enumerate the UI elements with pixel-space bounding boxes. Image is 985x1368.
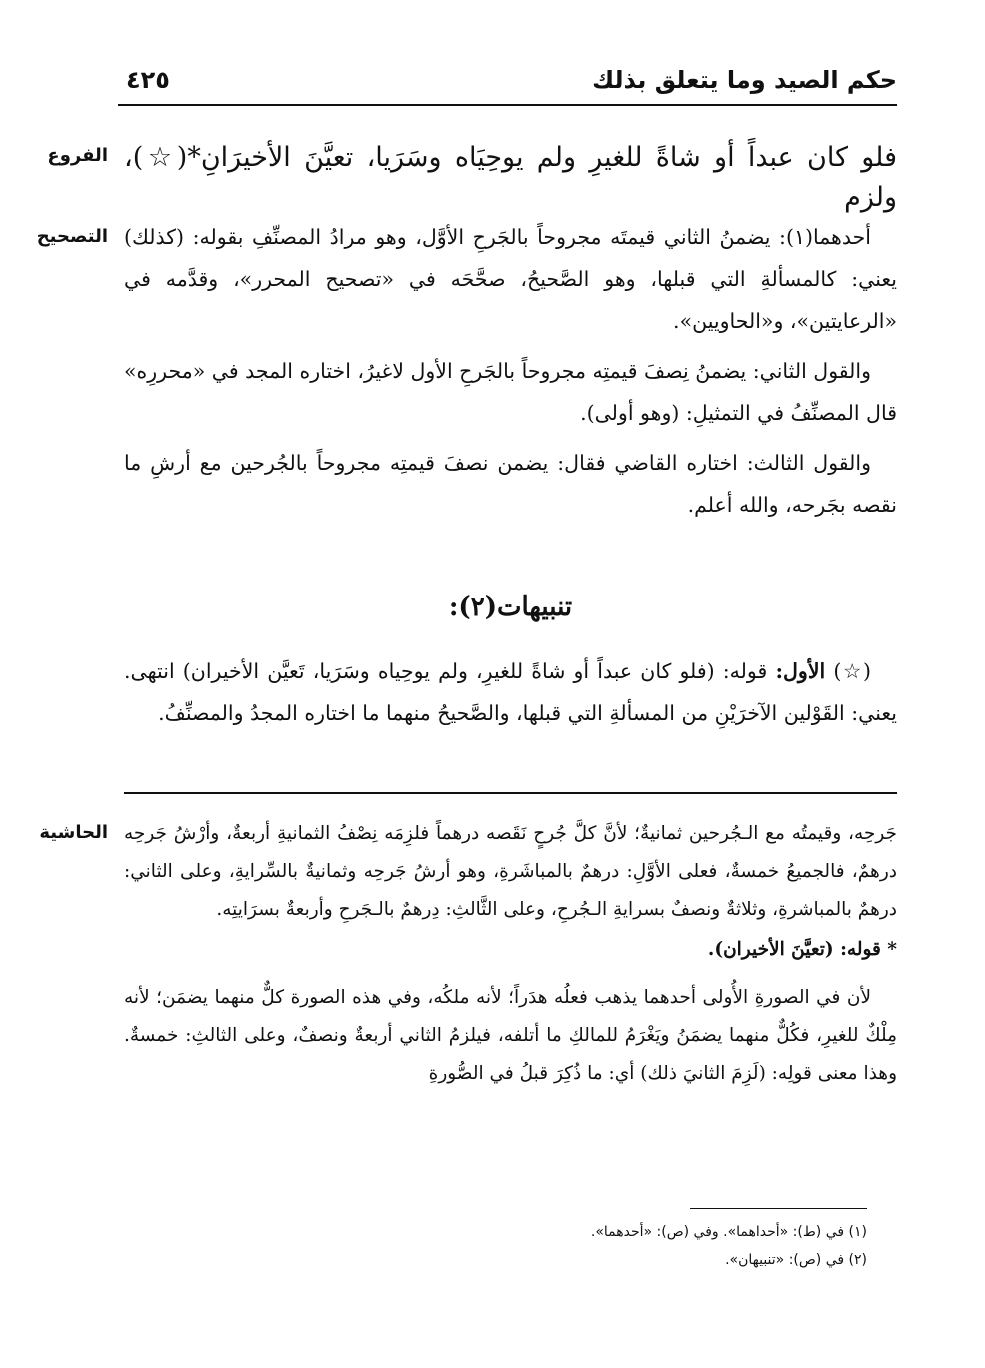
label-furu: الفروع <box>47 145 108 166</box>
hashiya-paragraph-2: لأن في الصورةِ الأُولى أحدهما يذهب فعلُه هدَراً؛ لأنه ملكُه، وفي هذه الصورة كلٌّ منهما يضمَن؛ لأنه مِلْكٌ للغيرِ، فكُلٌّ منهما يضمَنُ ويَغْرَمُ للمالكِ ما أتلفه، فيلزمُ الثاني أربعةٌ ونصفٌ، وعلى الثالثِ: خمسةٌ. وهذا معنى قولِه: (لَزِمَ الثانيَ ذلك) أي: ما ذُكِرَ قبلُ في الصُّورةِ <box>124 987 897 1084</box>
notes-section <box>124 650 897 734</box>
label-tashih: التصحيح <box>36 226 108 247</box>
furu-text: فلو كان عبداً أو شاةً للغيرِ ولم يوحِيَاه وسَرَيا، تعيَّنَ الأخيرَانِ*(☆)، ولزم <box>124 142 897 213</box>
hashiya-paragraph-1: جَرحِه، وقيمتُه مع الـجُرحين ثمانيةٌ؛ لأنَّ كلَّ جُرحٍ نَقَصه درهماً فلزِمَه نِصْفُ الثمانيةِ أربعةٌ، وأرْشُ جَرحِه درهمٌ، فالجميعُ خمسةٌ، فعلى الأوَّلِ: درهمٌ بالمباشَرةِ، وهو أرشُ جَرحِه وثمانيةٌ بالسِّرايةِ، وعلى الثاني: درهمٌ بالمباشرةِ، وثلاثةٌ ونصفٌ بسرايةِ الـجُرحِ، وعلى الثَّالثِ: دِرهمٌ بالـجَرحِ وأربعةٌ بسرَايتِه. <box>124 823 897 920</box>
page-header <box>118 66 897 106</box>
tashih-section <box>124 216 897 534</box>
notes-heading: تنبيهات(٢): <box>448 592 573 622</box>
running-title: حكم الصيد وما يتعلق بذلك <box>592 66 897 94</box>
first-note-text: قوله: (فلو كان عبداً أو شاةً للغيرِ، ولم يوحِياه وسَرَيا، تَعيَّن الأخيران) انتهى. يعني: القَوْلين الآخرَيْنِ من المسألةِ التي قبلها، والصَّحيحُ منهما ما اختاره المجدُ والمصنِّفُ. <box>124 659 897 725</box>
hashiya-section <box>124 815 897 1095</box>
hashiya-qawl: * قوله: (تعيَّنَ الأخيران). <box>707 939 897 960</box>
footnote-2: (٢) في (ص): «تنبيهان». <box>725 1252 867 1268</box>
footnotes <box>124 1218 867 1274</box>
tashih-paragraph-3: والقول الثالث: اختاره القاضي فقال: يضمن نصفَ قيمتِه مجروحاً بالجُرحين مع أرشِ ما نقصه بجَرحه، والله أعلم. <box>124 451 897 517</box>
footnote-rule <box>690 1208 867 1209</box>
star-marker: (☆) <box>833 659 871 683</box>
label-hashiya: الحاشية <box>39 822 108 843</box>
first-note-label: الأول: <box>775 659 826 683</box>
section-divider <box>124 792 897 794</box>
tashih-paragraph-2: والقول الثاني: يضمنُ نِصفَ قيمتِه مجروحاً بالجَرحِ الأول لاغيرُ، اختاره المجد في «محررِه» قال المصنِّفُ في التمثيلِ: (وهو أولى). <box>123 359 897 425</box>
tashih-paragraph-1: أحدهما(١): يضمنُ الثاني قيمتَه مجروحاً بالجَرحِ الأوَّل، وهو مرادُ المصنِّفِ بقوله: (كذلك) يعني: كالمسألةِ التي قبلها، وهو الصَّحيحُ، صحَّحَه في «تصحيح المحرر»، وقدَّمه في «الرعايتين»، و«الحاويين». <box>124 225 897 333</box>
page-number: ٤٢٥ <box>126 66 170 94</box>
footnote-1: (١) في (ط): «أحداهما». وفي (ص): «أحدهما». <box>590 1224 867 1240</box>
